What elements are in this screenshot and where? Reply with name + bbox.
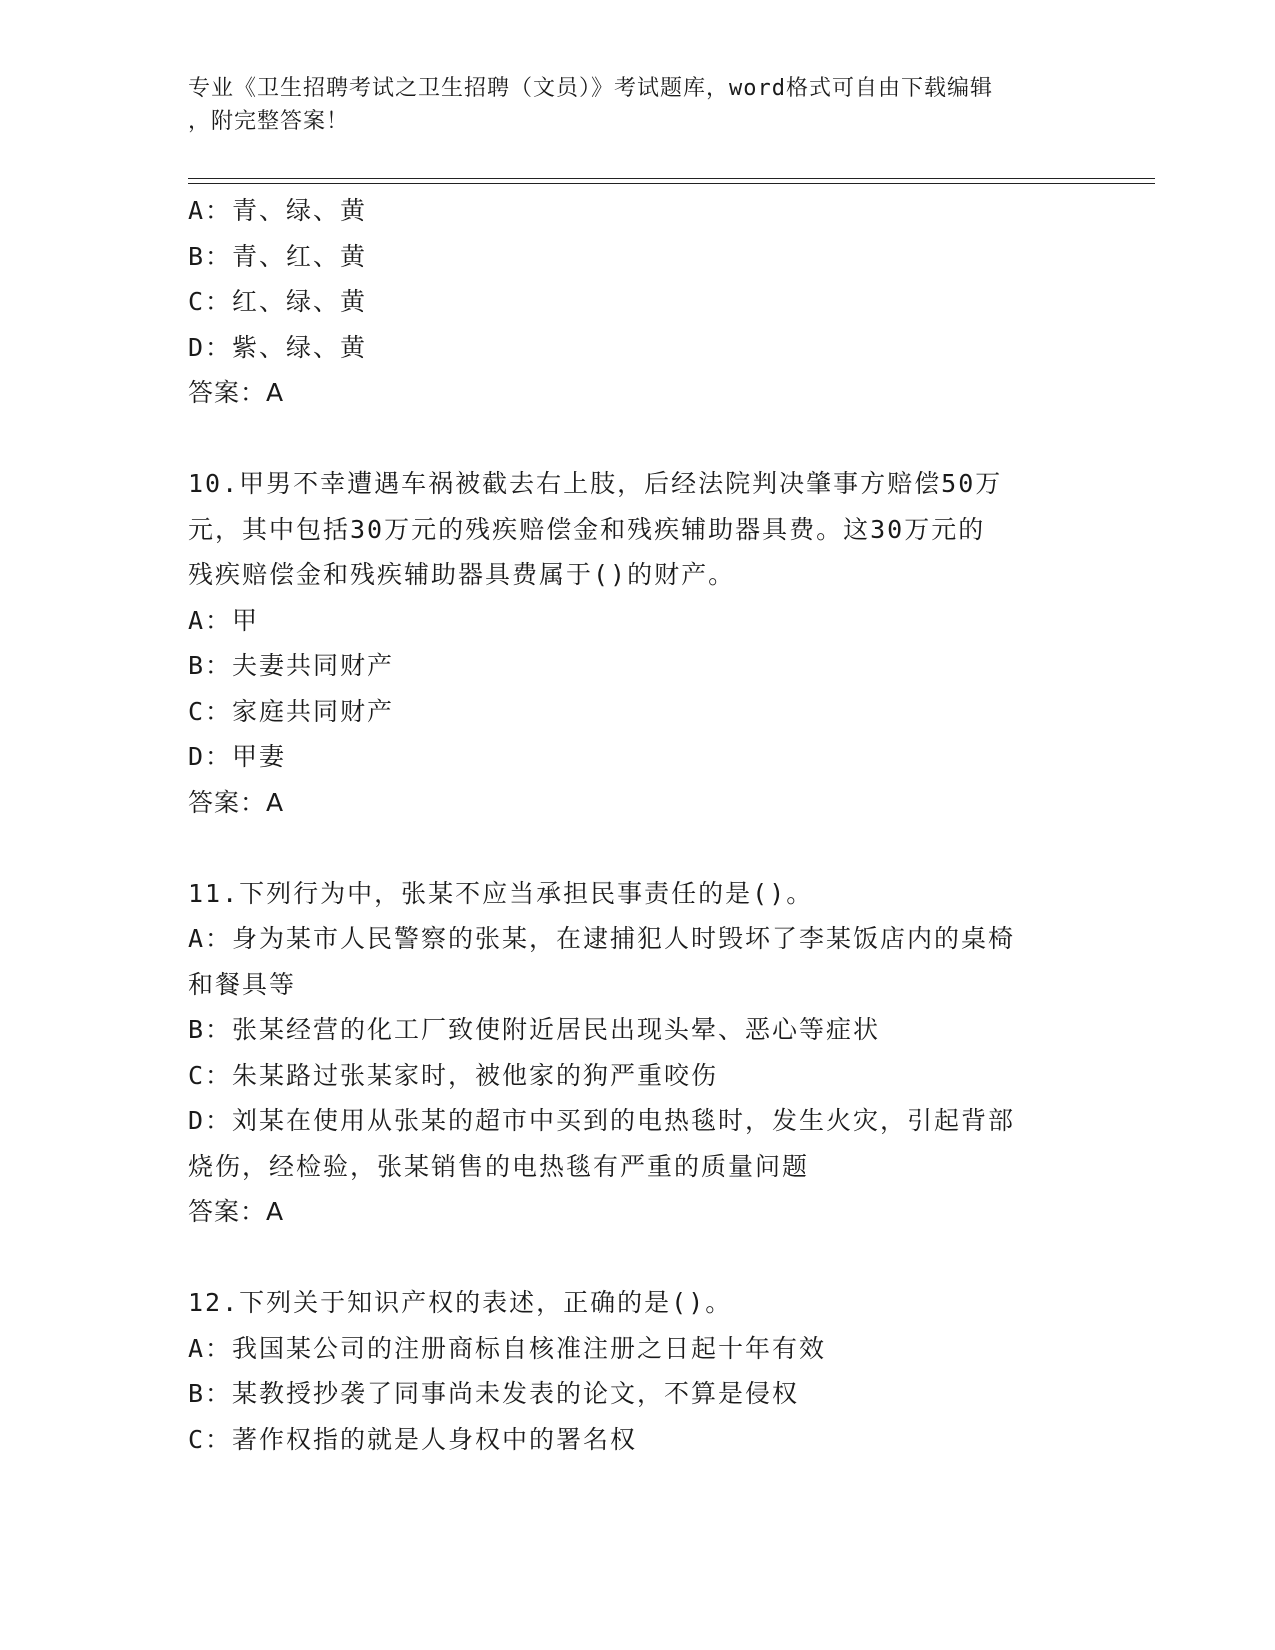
spacer [188, 416, 1088, 462]
header-divider-bottom [188, 183, 1155, 184]
option-a-line: 和餐具等 [188, 969, 297, 999]
option-a: A：我国某公司的注册商标自核准注册之日起十年有效 [188, 1333, 827, 1363]
question-11 [188, 871, 1088, 1235]
stem-line: 10.甲男不幸遭遇车祸被截去右上肢，后经法院判决肇事方赔偿50万 [188, 469, 1003, 498]
option-a-line: A：身为某市人民警察的张某，在逮捕犯人时毁坏了李某饭店内的桌椅 [188, 924, 1016, 953]
question-stem [188, 461, 1088, 598]
question-9 [188, 188, 1088, 416]
option-a: A：青、绿、黄 [188, 196, 368, 225]
answer: 答案：A [188, 1197, 285, 1226]
option-a [188, 916, 1088, 1007]
question-stem: 11.下列行为中，张某不应当承担民事责任的是()。 [188, 878, 814, 908]
option-c: C：红、绿、黄 [188, 287, 368, 316]
option-d [188, 1098, 1088, 1189]
option-c: C：家庭共同财产 [188, 696, 395, 726]
stem-line: 元，其中包括30万元的残疾赔偿金和残疾辅助器具费。这30万元的 [188, 514, 986, 544]
option-b: B：某教授抄袭了同事尚未发表的论文，不算是侵权 [188, 1379, 800, 1408]
option-a: A：甲 [188, 605, 260, 635]
option-b: B：夫妻共同财产 [188, 651, 395, 680]
header-divider-top [188, 178, 1155, 179]
option-c: C：著作权指的就是人身权中的署名权 [188, 1424, 638, 1454]
question-10 [188, 461, 1088, 825]
option-b: B：张某经营的化工厂致使附近居民出现头晕、恶心等症状 [188, 1015, 881, 1044]
stem-line: 残疾赔偿金和残疾辅助器具费属于()的财产。 [188, 560, 736, 589]
header-line-2: ，附完整答案！ [188, 109, 350, 134]
question-stem: 12.下列关于知识产权的表述，正确的是()。 [188, 1288, 733, 1317]
answer: 答案：A [188, 787, 285, 817]
option-d-line: D：刘某在使用从张某的超市中买到的电热毯时，发生火灾，引起背部 [188, 1106, 1016, 1135]
option-d-line: 烧伤，经检验，张某销售的电热毯有严重的质量问题 [188, 1151, 810, 1181]
option-c: C：朱某路过张某家时，被他家的狗严重咬伤 [188, 1060, 719, 1090]
question-list [188, 188, 1088, 1462]
option-b: B：青、红、黄 [188, 241, 368, 271]
spacer [188, 1235, 1088, 1281]
header-line-1: 专业《卫生招聘考试之卫生招聘（文员）》考试题库，word格式可自由下载编辑 [188, 76, 993, 101]
question-12 [188, 1280, 1088, 1462]
option-d: D：紫、绿、黄 [188, 332, 368, 362]
spacer [188, 825, 1088, 871]
document-header [188, 72, 1068, 138]
option-d: D：甲妻 [188, 742, 287, 771]
answer: 答案：A [188, 378, 285, 407]
